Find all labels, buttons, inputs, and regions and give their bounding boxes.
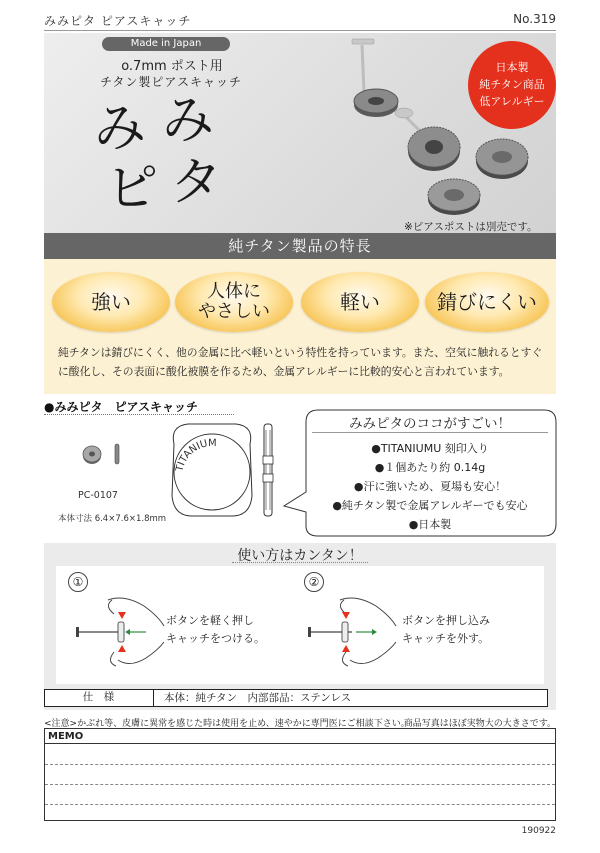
memo-line [45, 804, 555, 805]
step-line: キャッチを外す。 [402, 632, 490, 645]
brand-logo-char: み [162, 91, 215, 151]
step-instruction [402, 612, 490, 648]
hero-product-type: チタン製ピアスキャッチ [100, 75, 242, 89]
photo-size-note: 商品写真はほぼ実物大の大きさです。 [403, 719, 556, 729]
post-sold-separately-note: ※ピアスポストは別売です。 [404, 221, 538, 233]
feature-label: 強い [91, 290, 131, 314]
step-line: キャッチをつける。 [166, 632, 265, 645]
memo-box [44, 728, 556, 821]
step-number: ① [68, 572, 88, 592]
feature-strong [52, 272, 170, 332]
catch-photo-4 [428, 179, 480, 215]
highlight-item: ●TITANIUMU 刻印入り [371, 442, 489, 455]
feature-label: 人体に [207, 281, 261, 302]
engraving-text: TITANIUM [174, 437, 217, 473]
brand-logo-char: ピ [106, 159, 159, 219]
document-code: 190922 [521, 826, 556, 836]
features-description: 純チタンは錆びにくく、他の金属に比べ軽いという特性を持っています。また、空気に触れるとすぐに酸化し、その表面に酸化被膜を作るため、金属アレルギーに比較的安心と言われています。 [58, 346, 543, 378]
usage-heading: 使い方はカンタン！ [237, 548, 363, 564]
caution-note: <注意>かぶれ等、皮膚に異常を感じた時は使用を止め、速やかに専門医にご相談下さい。 [44, 719, 410, 729]
catch-technical-diagram [160, 416, 286, 526]
catch-photo-3 [476, 139, 528, 179]
usage-heading-divider [232, 562, 368, 563]
features-panel [44, 259, 556, 394]
hero-subtitle: o.7mm ポスト用 [121, 59, 223, 74]
step-line: ボタンを軽く押し [166, 614, 254, 627]
memo-line [45, 764, 555, 765]
attach-hand-illustration [74, 592, 168, 672]
memo-line [45, 743, 555, 744]
catch-photo-2 [408, 127, 460, 171]
highlight-item: ●日本製 [408, 518, 452, 531]
feature-label: 軽い [340, 290, 380, 314]
spec-label: 仕 様 [44, 689, 154, 707]
badge-line: 低アレルギー [479, 95, 545, 108]
product-code: PC-0107 [78, 490, 118, 501]
product-number: No.319 [513, 12, 556, 26]
badge-line: 日本製 [495, 61, 529, 74]
features-heading: 純チタン製品の特長 [44, 233, 556, 259]
highlight-item: ●純チタン製で金属アレルギーでも安心 [332, 499, 528, 512]
catch-photo-1 [354, 89, 398, 117]
made-in-japan-badge: Made in Japan [102, 37, 230, 51]
header-divider [44, 30, 556, 31]
badge-line: 純チタン商品 [479, 78, 545, 91]
brand-logo-char: み [94, 99, 147, 159]
header-title: みみピタ ピアスキャッチ [44, 14, 192, 28]
step-instruction [166, 612, 265, 648]
japan-made-badge [468, 41, 556, 129]
memo-label: MEMO [48, 731, 84, 742]
product-heading-divider [44, 414, 234, 415]
feature-label: 錆びにくい [437, 290, 537, 314]
step-line: ボタンを押し込み [402, 614, 490, 627]
highlights-title: みみピタのココがすごい！ [349, 416, 511, 432]
product-dimensions: 本体寸法 6.4×7.6×1.8mm [58, 514, 167, 524]
feature-gentle [175, 272, 293, 332]
feature-light [301, 272, 419, 332]
highlight-item: ●１個あたり約 0.14g [374, 461, 486, 474]
highlights-divider [312, 432, 548, 433]
catch-front-icon [82, 440, 102, 468]
brand-logo-char: タ [170, 153, 223, 213]
catch-side-icon [114, 443, 120, 465]
step-number: ② [304, 572, 324, 592]
feature-rust-resistant [425, 272, 549, 332]
highlight-item: ●汗に強いため、夏場も安心！ [353, 480, 507, 493]
feature-label: やさしい [198, 301, 270, 322]
spec-value: 本体：純チタン 内部部品：ステンレス [164, 692, 352, 704]
remove-hand-illustration [306, 592, 400, 672]
memo-line [45, 784, 555, 785]
piercing-post-icon [352, 39, 374, 91]
hero-panel [44, 33, 556, 233]
product-heading: ●みみピタ ピアスキャッチ [44, 400, 198, 414]
